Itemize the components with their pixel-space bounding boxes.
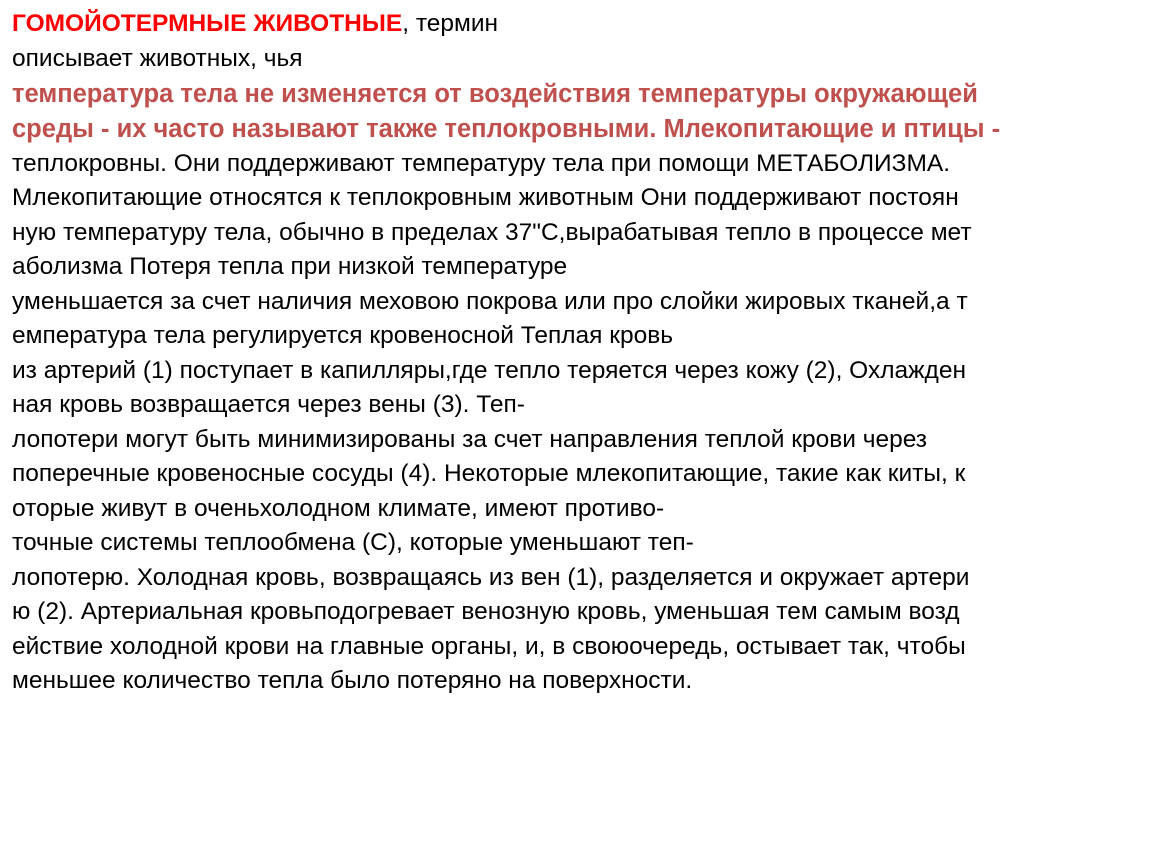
title-line xyxy=(12,9,498,39)
text-line: поперечные кровеносные сосуды (4). Некоторые млекопитающие, такие как киты, к xyxy=(12,460,966,487)
highlight-line: температура тела не изменяется от воздействия температуры окружающей xyxy=(12,80,978,108)
text-line: ную температуру тела, обычно в пределах 37"С,вырабатывая тепло в процессе мет xyxy=(12,219,972,246)
text-line: ействие холодной крови на главные органы, и, в своюочередь, остывает так, чтобы xyxy=(12,633,966,660)
text-line: ная кровь возвращается через вены (3). Теп- xyxy=(12,391,525,418)
text-line: теплокровны. Они поддерживают температуру тела при помощи МЕТАБОЛИЗМА. xyxy=(12,150,951,177)
heading-tail: , термин xyxy=(402,10,499,37)
highlight-line: среды - их часто называют также теплокровными. Млекопитающие и птицы - xyxy=(12,115,1001,143)
text-line: ю (2). Артериальная кровьподогревает венозную кровь, уменьшая тем самым возд xyxy=(12,598,960,625)
text-line: оторые живут в оченьхолодном климате, имеют противо- xyxy=(12,495,665,522)
heading-term: ГОМОЙОТЕРМНЫЕ ЖИВОТНЫЕ xyxy=(12,10,403,37)
text-line: лопотери могут быть минимизированы за счет направления теплой крови через xyxy=(12,426,928,453)
text-line: Млекопитающие относятся к теплокровным животным Они поддерживают постоян xyxy=(12,184,959,211)
text-line: меньшее количество тепла было потеряно на поверхности. xyxy=(12,667,693,694)
text-line: из артерий (1) поступает в капилляры,где тепло теряется через кожу (2), Охлажден xyxy=(12,357,966,384)
text-line: описывает животных, чья xyxy=(12,45,303,72)
text-line: лопотерю. Холодная кровь, возвращаясь из вен (1), разделяется и окружает артери xyxy=(12,564,970,591)
text-line: емпература тела регулируется кровеносной Теплая кровь xyxy=(12,322,673,349)
text-line: уменьшается за счет наличия меховою покрова или про слойки жировых тканей,а т xyxy=(12,288,968,315)
text-line: точные системы теплообмена (С), которые уменьшают теп- xyxy=(12,529,694,556)
text-line: аболизма Потеря тепла при низкой температуре xyxy=(12,253,568,280)
